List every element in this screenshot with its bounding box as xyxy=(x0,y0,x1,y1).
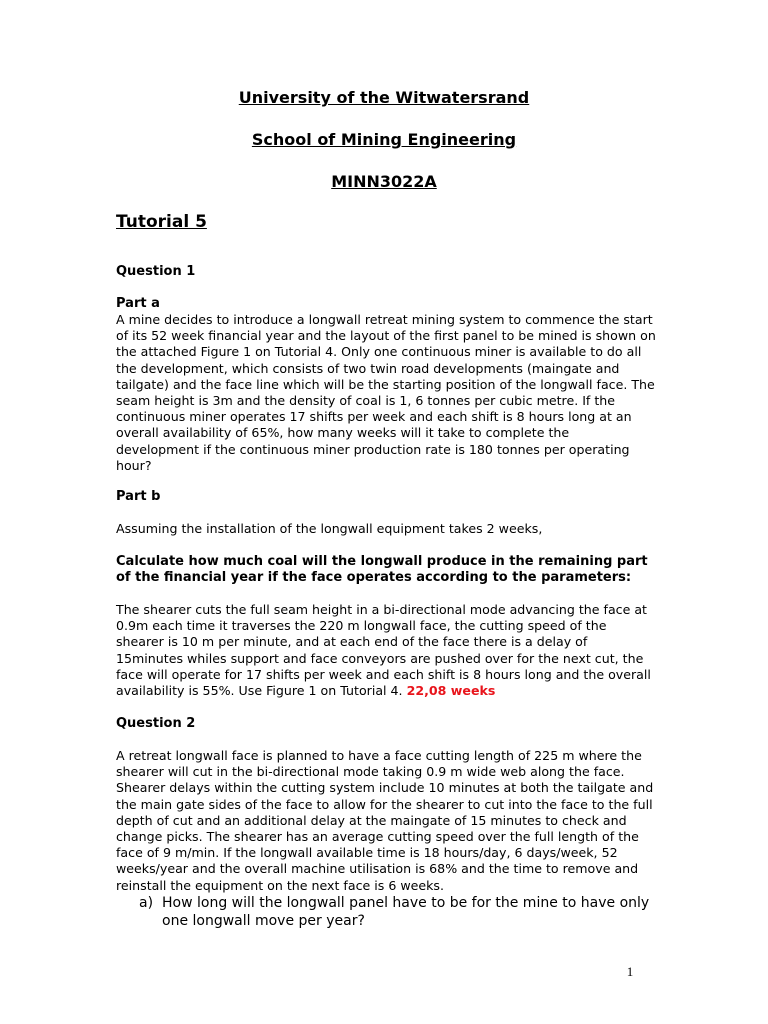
question-1-label: Question 1 xyxy=(116,264,196,279)
part-b-label: Part b xyxy=(116,489,161,504)
school-heading: School of Mining Engineering xyxy=(251,130,517,149)
list-item-text: How long will the longwall panel have to be for the mine to have only one longwall move per year? xyxy=(162,895,650,929)
answer-highlight: 22,08 weeks xyxy=(406,683,496,699)
part-b-intro: Assuming the installation of the longwall equipment takes 2 weeks, xyxy=(116,521,543,536)
list-item-marker: a) xyxy=(139,895,154,911)
question-2-label: Question 2 xyxy=(116,716,196,731)
page-number: 1 xyxy=(626,964,634,979)
tutorial-title: Tutorial 5 xyxy=(116,212,207,232)
part-b-text xyxy=(116,602,656,699)
question-2-text: A retreat longwall face is planned to have a face cutting length of 225 m where the shearer will cut in the bi-directional mode taking 0.9 m wide web along the face. Shearer delays within the cutting system include 10 minutes at both the tailgate and the main gate sides of the face to allow for the shearer to cut into the face to the full depth of cut and an additional delay at the maingate of 15 minutes to check and change picks. The shearer has an average cutting speed over the full length of the face of 9 m/min. If the longwall available time is 18 hours/day, 6 days/week, 52 weeks/year and the overall machine utilisation is 68% and the time to remove and reinstall the equipment on the next face is 6 weeks. xyxy=(116,748,654,893)
part-a-text: A mine decides to introduce a longwall retreat mining system to commence the start of its 52 week financial year and the layout of the first panel to be mined is shown on the attached Figure 1 on Tutorial 4. Only one continuous miner is available to do all the development, which consists of two twin road developments (maingate and tailgate) and the face line which will be the starting position of the longwall face. The seam height is 3m and the density of coal is 1, 6 tonnes per cubic metre. If the continuous miner operates 17 shifts per week and each shift is 8 hours long at an overall availability of 65%, how many weeks will it take to complete the development if the continuous miner production rate is 180 tonnes per operating hour? xyxy=(116,312,656,473)
university-heading: University of the Witwatersrand xyxy=(238,88,530,107)
question-2-list-item xyxy=(139,894,659,930)
part-b-instruction: Calculate how much coal will the longwall produce in the remaining part of the financial year if the face operates according to the parameters: xyxy=(116,554,648,586)
part-b-parameters: The shearer cuts the full seam height in a bi-directional mode advancing the face at 0.9m each time it traverses the 220 m longwall face, the cutting speed of the shearer is 10 m per minute, and at each end of the face there is a delay of 15minutes whiles support and face conveyors are pushed over for the next cut, the face will operate for 17 shifts per week and each shift is 8 hours long and the overall availability is 55%. Use Figure 1 on Tutorial 4. xyxy=(116,602,651,699)
part-a-label: Part a xyxy=(116,296,160,311)
course-code-heading: MINN3022A xyxy=(331,172,437,191)
